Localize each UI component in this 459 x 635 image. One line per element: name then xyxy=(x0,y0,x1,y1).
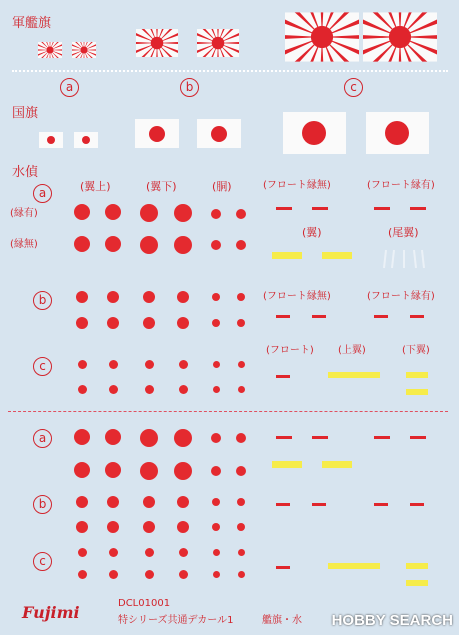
float-label: (フロート) xyxy=(266,345,314,356)
divider-line xyxy=(12,70,448,72)
hinomaru-flag xyxy=(39,132,63,148)
with-edge-label: (縁有) xyxy=(10,208,38,219)
float-no-edge-label: (フロート縁無) xyxy=(263,291,331,302)
hinomaru-flag xyxy=(366,112,429,154)
roundel-decal xyxy=(140,236,158,254)
float-stripe xyxy=(374,207,390,210)
marker-b: b xyxy=(33,291,52,310)
yellow-stripe xyxy=(406,389,428,395)
roundel-decal xyxy=(177,496,189,508)
hobby-search-watermark: HOBBY SEARCH xyxy=(331,612,453,629)
national-flag-heading: 国旗 xyxy=(12,106,39,121)
float-stripe xyxy=(410,503,424,506)
roundel-decal xyxy=(213,549,220,556)
upper-wing-label: (上翼) xyxy=(338,345,366,356)
roundel-decal xyxy=(174,236,192,254)
float-no-edge-label: (フロート縁無) xyxy=(263,180,331,191)
roundel-decal xyxy=(78,360,87,369)
roundel-decal xyxy=(237,523,245,531)
product-code: DCL01001 xyxy=(118,598,171,609)
roundel-decal xyxy=(105,236,121,252)
roundel-decal xyxy=(177,291,189,303)
float-stripe xyxy=(374,315,388,318)
roundel-decal xyxy=(145,385,154,394)
float-stripe xyxy=(374,436,390,439)
yellow-stripe xyxy=(272,252,302,259)
roundel-decal xyxy=(179,570,188,579)
roundel-decal xyxy=(140,462,158,480)
roundel-decal xyxy=(237,498,245,506)
hinomaru-flag xyxy=(283,112,346,154)
roundel-decal xyxy=(74,462,90,478)
roundel-decal xyxy=(179,360,188,369)
float-stripe xyxy=(276,436,292,439)
roundel-decal xyxy=(78,385,87,394)
roundel-decal xyxy=(143,496,155,508)
roundel-decal xyxy=(211,433,221,443)
float-stripe xyxy=(410,436,426,439)
roundel-decal xyxy=(237,319,245,327)
yellow-stripe xyxy=(322,252,352,259)
roundel-decal xyxy=(143,317,155,329)
marker-a: a xyxy=(33,429,52,448)
roundel-decal xyxy=(177,521,189,533)
roundel-decal xyxy=(109,360,118,369)
roundel-decal xyxy=(76,496,88,508)
float-stripe xyxy=(276,207,292,210)
marker-b: b xyxy=(180,78,199,97)
roundel-decal xyxy=(174,204,192,222)
roundel-decal xyxy=(211,209,221,219)
roundel-decal xyxy=(238,386,245,393)
roundel-decal xyxy=(236,466,246,476)
warship-flag-heading: 軍艦旗 xyxy=(12,16,52,31)
marker-b: b xyxy=(33,495,52,514)
roundel-decal xyxy=(76,317,88,329)
yellow-stripe xyxy=(406,580,428,586)
wing-upper-label: (翼上) xyxy=(80,180,111,193)
roundel-decal xyxy=(105,429,121,445)
section-separator xyxy=(8,411,448,412)
yellow-stripe xyxy=(328,372,380,378)
float-stripe xyxy=(312,207,328,210)
roundel-decal xyxy=(105,204,121,220)
roundel-decal xyxy=(236,240,246,250)
marker-c: c xyxy=(33,552,52,571)
roundel-decal xyxy=(212,523,220,531)
roundel-decal xyxy=(78,570,87,579)
roundel-decal xyxy=(212,293,220,301)
roundel-decal xyxy=(211,466,221,476)
yellow-stripe xyxy=(406,372,428,378)
roundel-decal xyxy=(238,361,245,368)
roundel-decal xyxy=(179,385,188,394)
float-stripe xyxy=(410,207,426,210)
roundel-decal xyxy=(236,433,246,443)
floatplane-heading: 水偵 xyxy=(12,165,39,180)
roundel-decal xyxy=(140,429,158,447)
product-title: 特シリーズ共通デカール1 xyxy=(118,615,234,626)
lower-wing-label: (下翼) xyxy=(402,345,430,356)
wing-label: (翼) xyxy=(302,226,322,239)
roundel-decal xyxy=(74,236,90,252)
tail-wing-label: (尾翼) xyxy=(388,226,419,239)
roundel-decal xyxy=(212,319,220,327)
yellow-stripe xyxy=(406,563,428,569)
roundel-decal xyxy=(143,521,155,533)
roundel-decal xyxy=(76,291,88,303)
roundel-decal xyxy=(213,361,220,368)
fuselage-label: (胴) xyxy=(212,180,232,193)
roundel-decal xyxy=(145,548,154,557)
white-stripes xyxy=(382,246,426,270)
float-stripe xyxy=(276,503,290,506)
roundel-decal xyxy=(238,571,245,578)
roundel-decal xyxy=(74,204,90,220)
roundel-decal xyxy=(107,291,119,303)
roundel-decal xyxy=(143,291,155,303)
product-subtitle: 艦旗・水 xyxy=(262,615,302,626)
roundel-decal xyxy=(174,462,192,480)
roundel-decal xyxy=(238,549,245,556)
hinomaru-flag xyxy=(74,132,98,148)
float-stripe xyxy=(276,566,290,569)
marker-a: a xyxy=(60,78,79,97)
roundel-decal xyxy=(78,548,87,557)
float-stripe xyxy=(276,375,290,378)
roundel-decal xyxy=(140,204,158,222)
roundel-decal xyxy=(174,429,192,447)
roundel-decal xyxy=(213,386,220,393)
float-with-edge-label: (フロート縁有) xyxy=(367,180,435,191)
roundel-decal xyxy=(109,548,118,557)
marker-c: c xyxy=(344,78,363,97)
roundel-decal xyxy=(74,429,90,445)
marker-c: c xyxy=(33,357,52,376)
roundel-decal xyxy=(211,240,221,250)
roundel-decal xyxy=(109,385,118,394)
float-stripe xyxy=(410,315,424,318)
fujimi-logo: Fujimi xyxy=(22,603,80,622)
roundel-decal xyxy=(212,498,220,506)
hinomaru-flag xyxy=(135,119,179,148)
yellow-stripe xyxy=(322,461,352,468)
float-stripe xyxy=(312,436,328,439)
marker-a: a xyxy=(33,184,52,203)
float-stripe xyxy=(312,503,326,506)
roundel-decal xyxy=(213,571,220,578)
roundel-decal xyxy=(109,570,118,579)
roundel-decal xyxy=(177,317,189,329)
roundel-decal xyxy=(107,521,119,533)
roundel-decal xyxy=(145,360,154,369)
float-with-edge-label: (フロート縁有) xyxy=(367,291,435,302)
float-stripe xyxy=(276,315,290,318)
roundel-decal xyxy=(107,496,119,508)
roundel-decal xyxy=(145,570,154,579)
float-stripe xyxy=(312,315,326,318)
wing-lower-label: (翼下) xyxy=(146,180,177,193)
roundel-decal xyxy=(107,317,119,329)
float-stripe xyxy=(374,503,388,506)
roundel-decal xyxy=(236,209,246,219)
roundel-decal xyxy=(237,293,245,301)
yellow-stripe xyxy=(272,461,302,468)
roundel-decal xyxy=(76,521,88,533)
roundel-decal xyxy=(105,462,121,478)
hinomaru-flag xyxy=(197,119,241,148)
no-edge-label: (縁無) xyxy=(10,239,38,250)
yellow-stripe xyxy=(328,563,380,569)
roundel-decal xyxy=(179,548,188,557)
